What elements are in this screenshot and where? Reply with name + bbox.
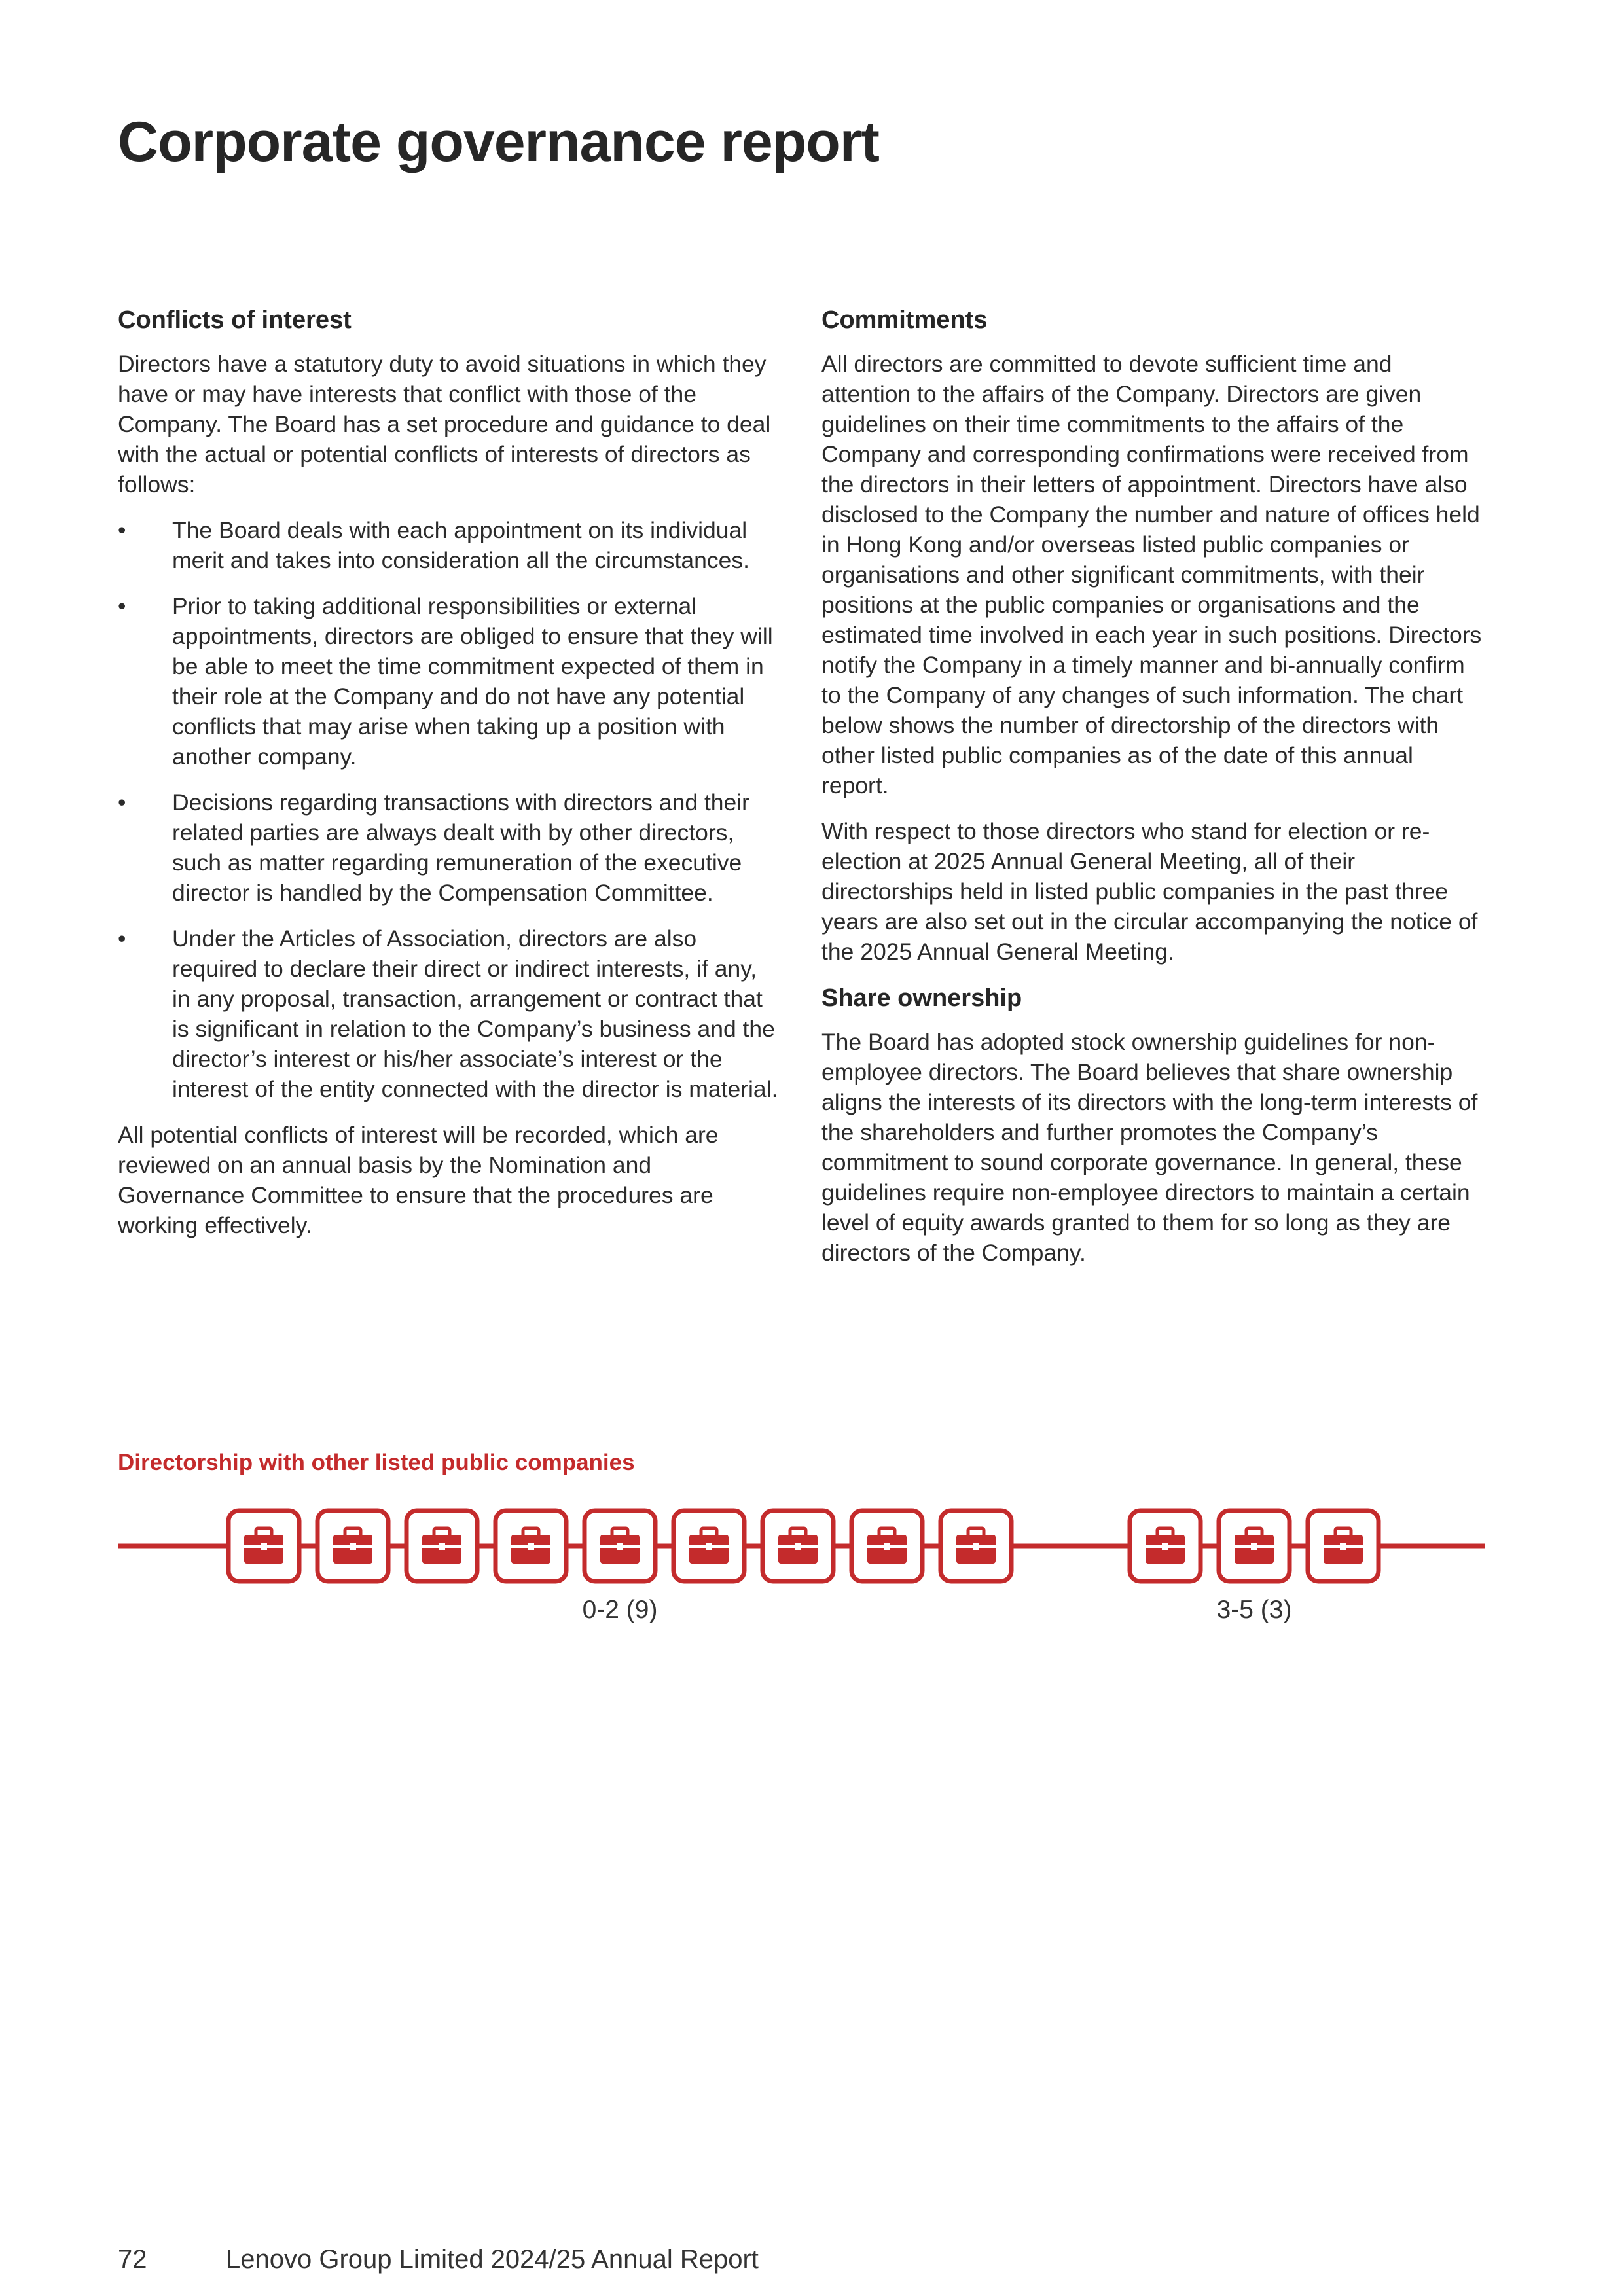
list-item-text: The Board deals with each appointment on its individual merit and takes into consideration all the circumstances. xyxy=(172,517,750,573)
report-name: Lenovo Group Limited 2024/25 Annual Report xyxy=(226,2245,759,2274)
briefcase-icon xyxy=(941,1511,1011,1581)
conflicts-intro: Directors have a statutory duty to avoid situations in which they have or may have interests that conflict with those of the Company. The Board has a set procedure and guidance to deal with the actual or potential conflicts of interests of directors as follows: xyxy=(118,351,771,497)
briefcase-icon xyxy=(852,1511,922,1581)
conflicts-bullet-list xyxy=(118,515,780,1104)
conflicts-closing: All potential conflicts of interest will be recorded, which are reviewed on an annual basis by the Nomination and Governance Committee to ensure that the procedures are working effectively. xyxy=(118,1122,719,1238)
briefcase-icon xyxy=(1308,1511,1379,1581)
bullet-marker: • xyxy=(118,517,126,543)
briefcase-icon xyxy=(585,1511,655,1581)
briefcase-icon xyxy=(317,1511,388,1581)
share-ownership-heading: Share ownership xyxy=(821,984,1022,1012)
conflicts-of-interest-section xyxy=(118,304,780,1256)
briefcase-icon xyxy=(406,1511,477,1581)
briefcase-icon xyxy=(674,1511,744,1581)
commitments-section xyxy=(821,304,1484,1283)
chart-title: Directorship with other listed public companies xyxy=(118,1450,635,1475)
directorship-chart xyxy=(0,1492,1624,1649)
list-item xyxy=(118,591,780,772)
list-item-text: Prior to taking additional responsibilities or external appointments, directors are obliged to ensure that they will be able to meet the time commitment expected of them in their role at the Company and do not have any potential conflicts that may arise when taking up a position with another company. xyxy=(172,593,773,770)
briefcase-icon xyxy=(1219,1511,1290,1581)
share-ownership-paragraph: The Board has adopted stock ownership guidelines for non-employee directors. The Board believes that share ownership aligns the interests of its directors with the long-term interests of the shareholders and further promotes the Company’s commitment to sound corporate governance. In general, these guidelines require non-employee directors to maintain a certain level of equity awards granted to them for so long as they are directors of the Company. xyxy=(821,1029,1478,1266)
chart-group-label: 0-2 (9) xyxy=(582,1596,658,1624)
commitments-heading: Commitments xyxy=(821,306,988,334)
conflicts-heading: Conflicts of interest xyxy=(118,306,352,334)
page-footer xyxy=(118,2245,759,2274)
chart-group-label: 3-5 (3) xyxy=(1216,1596,1292,1624)
commitments-paragraph-2: With respect to those directors who stand for election or re-election at 2025 Annual General Meeting, all of their directorships held in listed public companies in the past three years are also set out in the circular accompanying the notice of the 2025 Annual General Meeting. xyxy=(821,818,1478,965)
bullet-marker: • xyxy=(118,789,126,816)
bullet-marker: • xyxy=(118,925,126,952)
commitments-paragraph-1: All directors are committed to devote sufficient time and attention to the affairs of the Company. Directors are given guidelines on their time commitments to the affairs of the Company and corresponding confirmations were received from the directors in their letters of appointment. Directors have also disclosed to the Company the number and nature of offices held in Hong Kong and/or overseas listed public companies or organisations and other significant commitments, with their positions at the public companies or organisations and the estimated time involved in each year in such positions. Directors notify the Company in a timely manner and bi-annually confirm to the Company of any changes of such information. The chart below shows the number of directorship of the directors with other listed public companies as of the date of this annual report. xyxy=(821,351,1482,798)
briefcase-icon xyxy=(763,1511,833,1581)
list-item xyxy=(118,924,780,1104)
bullet-marker: • xyxy=(118,593,126,619)
briefcase-icon xyxy=(228,1511,299,1581)
list-item xyxy=(118,515,780,575)
page-title: Corporate governance report xyxy=(118,111,879,173)
list-item-text: Under the Articles of Association, directors are also required to declare their direct or indirect interests, if any, in any proposal, transaction, arrangement or contract that is significant in relation to the Company’s business and the director’s interest or his/her associate’s interest or the interest of the entity connected with the director is material. xyxy=(172,925,778,1102)
briefcase-icon xyxy=(496,1511,566,1581)
page-number: 72 xyxy=(118,2245,147,2274)
list-item xyxy=(118,787,780,908)
briefcase-icon xyxy=(1130,1511,1200,1581)
list-item-text: Decisions regarding transactions with directors and their related parties are always dealt with by other directors, such as matter regarding remuneration of the executive director is handled by the Compensation Committee. xyxy=(172,789,750,906)
